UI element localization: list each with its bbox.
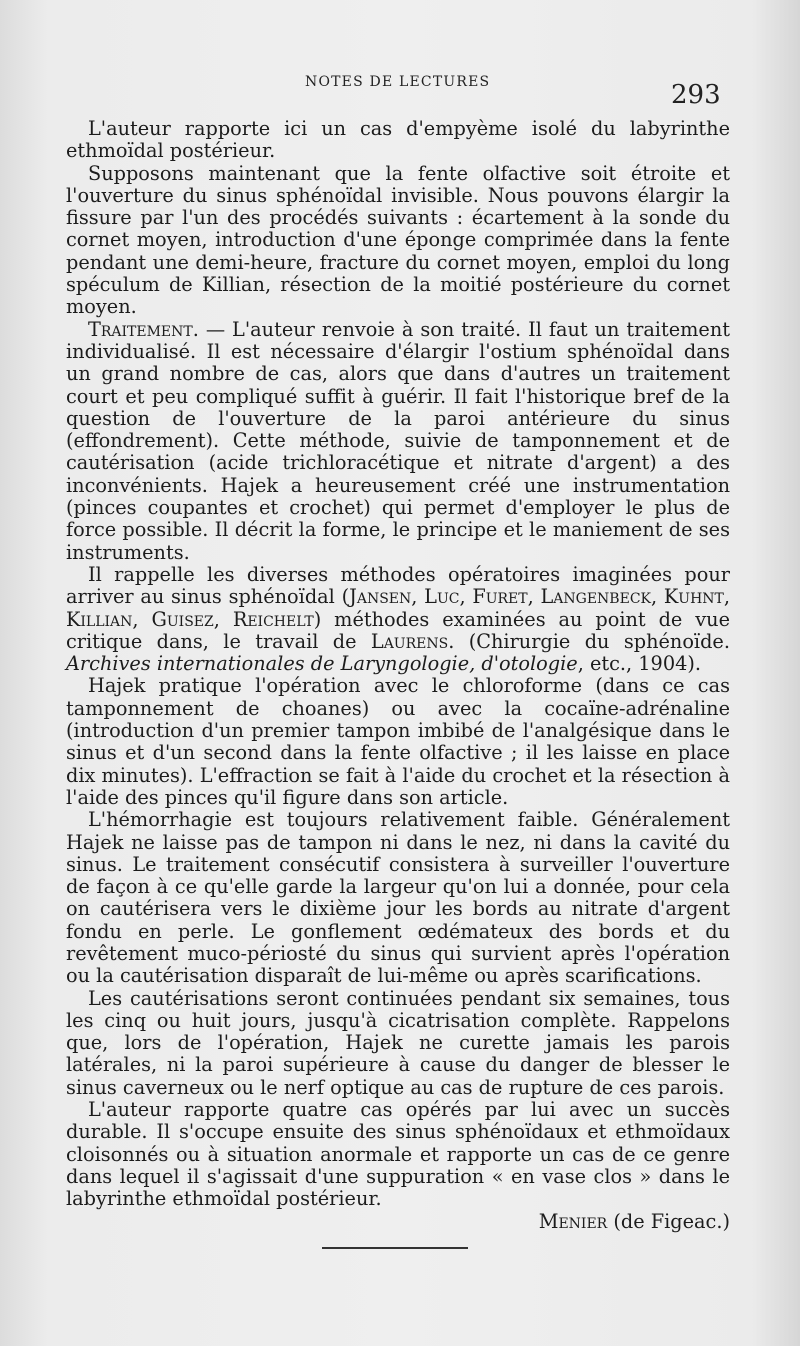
paragraph-3-text: — L'auteur renvoie à son traité. Il faut un traitement individualisé. Il est nécessaire d'élargir l'ostium sphénoïdal dans un grand nombre de cas, alors que dans d'autres un traitement court et peu compliqué suffit à guérir. Il fait l'historique bref de la question de l'ouverture de la paroi antérieure du sinus (effondrement). Cette méthode, suivie de tamponnement et de cautérisation (acide trichloracétique et nitrate d'argent) a des inconvénients. Hajek a heureusement créé une instrumentation (pinces coupantes et crochet) qui permet d'employer le plus de force possible. Il décrit la forme, le principe et le maniement de ses instruments. bbox=[66, 317, 730, 564]
paragraph-8: L'auteur rapporte quatre cas opérés par lui avec un succès durable. Il s'occupe ensuite des sinus sphénoïdaux et ethmoïdaux cloisonnés ou à situation anormale et rapporte un cas de ce genre dans lequel il s'agissait d'une suppuration « en vase clos » dans le labyrinthe ethmoïdal postérieur. bbox=[66, 1098, 730, 1211]
paragraph-4 bbox=[66, 564, 730, 675]
paragraph-7: Les cautérisations seront continuées pendant six semaines, tous les cinq ou huit jours, jusqu'à cicatrisation complète. Rappelons que, lors de l'opération, Hajek ne curette jamais les parois latérales, ni la paroi supérieure à cause du danger de blesser le sinus caverneux ou le nerf optique au cas de rupture de ces parois. bbox=[66, 986, 730, 1099]
section-label-traitement: Traitement. bbox=[88, 317, 199, 341]
journal-title: Archives internationales de Laryngologie, d'otologie bbox=[66, 652, 578, 676]
author-names: Jansen, Luc, Furet, Langenbeck, Kuhnt, Killian, Guisez, Reichelt bbox=[66, 585, 730, 631]
paragraph-5: Hajek pratique l'opération avec le chloroforme (dans ce cas tamponnement de choanes) ou avec la cocaïne-adrénaline (introduction d'un premier tampon imbibé de l'analgésique dans le sinus et d'un second dans la fente olfactive ; il les laisse en place dix minutes). L'effraction se fait à l'aide du crochet et la résection à l'aide des pinces qu'il figure dans son article. bbox=[66, 674, 730, 809]
body-text bbox=[66, 118, 730, 1233]
paragraph-2: Supposons maintenant que la fente olfactive soit étroite et l'ouverture du sinus sphénoïdal invisible. Nous pouvons élargir la fissure par l'un des procédés suivants : écartement à la sonde du cornet moyen, introduction d'une éponge comprimée dans la fente pendant une demi-heure, fracture du cornet moyen, emploi du long spéculum de Killian, résection de la moitié postérieure du cornet moyen. bbox=[66, 161, 730, 319]
paragraph-3 bbox=[66, 319, 730, 564]
paragraph-6: L'hémorrhagie est toujours relativement faible. Généralement Hajek ne laisse pas de tampon ni dans le nez, ni dans la cavité du sinus. Le traitement consécutif consistera à surveiller l'ouverture de façon à ce qu'elle garde la largeur qu'on lui a donnée, pour cela on cautérisera vers le dixième jour les bords au nitrate d'argent fondu en perle. Le gonflement œdémateux des bords et du revêtement muco-périosté du sinus qui survient après l'opération ou la cautérisation disparaît de lui-même ou après scarifications. bbox=[66, 808, 730, 988]
signature bbox=[66, 1211, 730, 1233]
end-rule bbox=[322, 1247, 468, 1249]
page-number: 293 bbox=[671, 80, 721, 110]
paragraph-4-part-a: Il rappelle les diverses méthodes opératoires imaginées pour arriver au sinus sphénoïdal ( bbox=[66, 562, 730, 609]
author-laurens: Laurens bbox=[370, 629, 449, 653]
signature-author: Menier bbox=[538, 1209, 608, 1233]
paragraph-1: L'auteur rapporte ici un cas d'empyème isolé du labyrinthe ethmoïdal postérieur. bbox=[66, 117, 730, 163]
paragraph-4-part-d: , etc., 1904). bbox=[577, 652, 702, 676]
running-title: NOTES DE LECTURES bbox=[305, 74, 491, 90]
paragraph-4-part-b: ) méthodes examinées au point de vue critique dans, le travail de bbox=[66, 607, 730, 653]
signature-place: (de Figeac.) bbox=[607, 1209, 730, 1233]
paragraph-4-part-c: . (Chirurgie du sphénoïde. bbox=[448, 629, 730, 653]
